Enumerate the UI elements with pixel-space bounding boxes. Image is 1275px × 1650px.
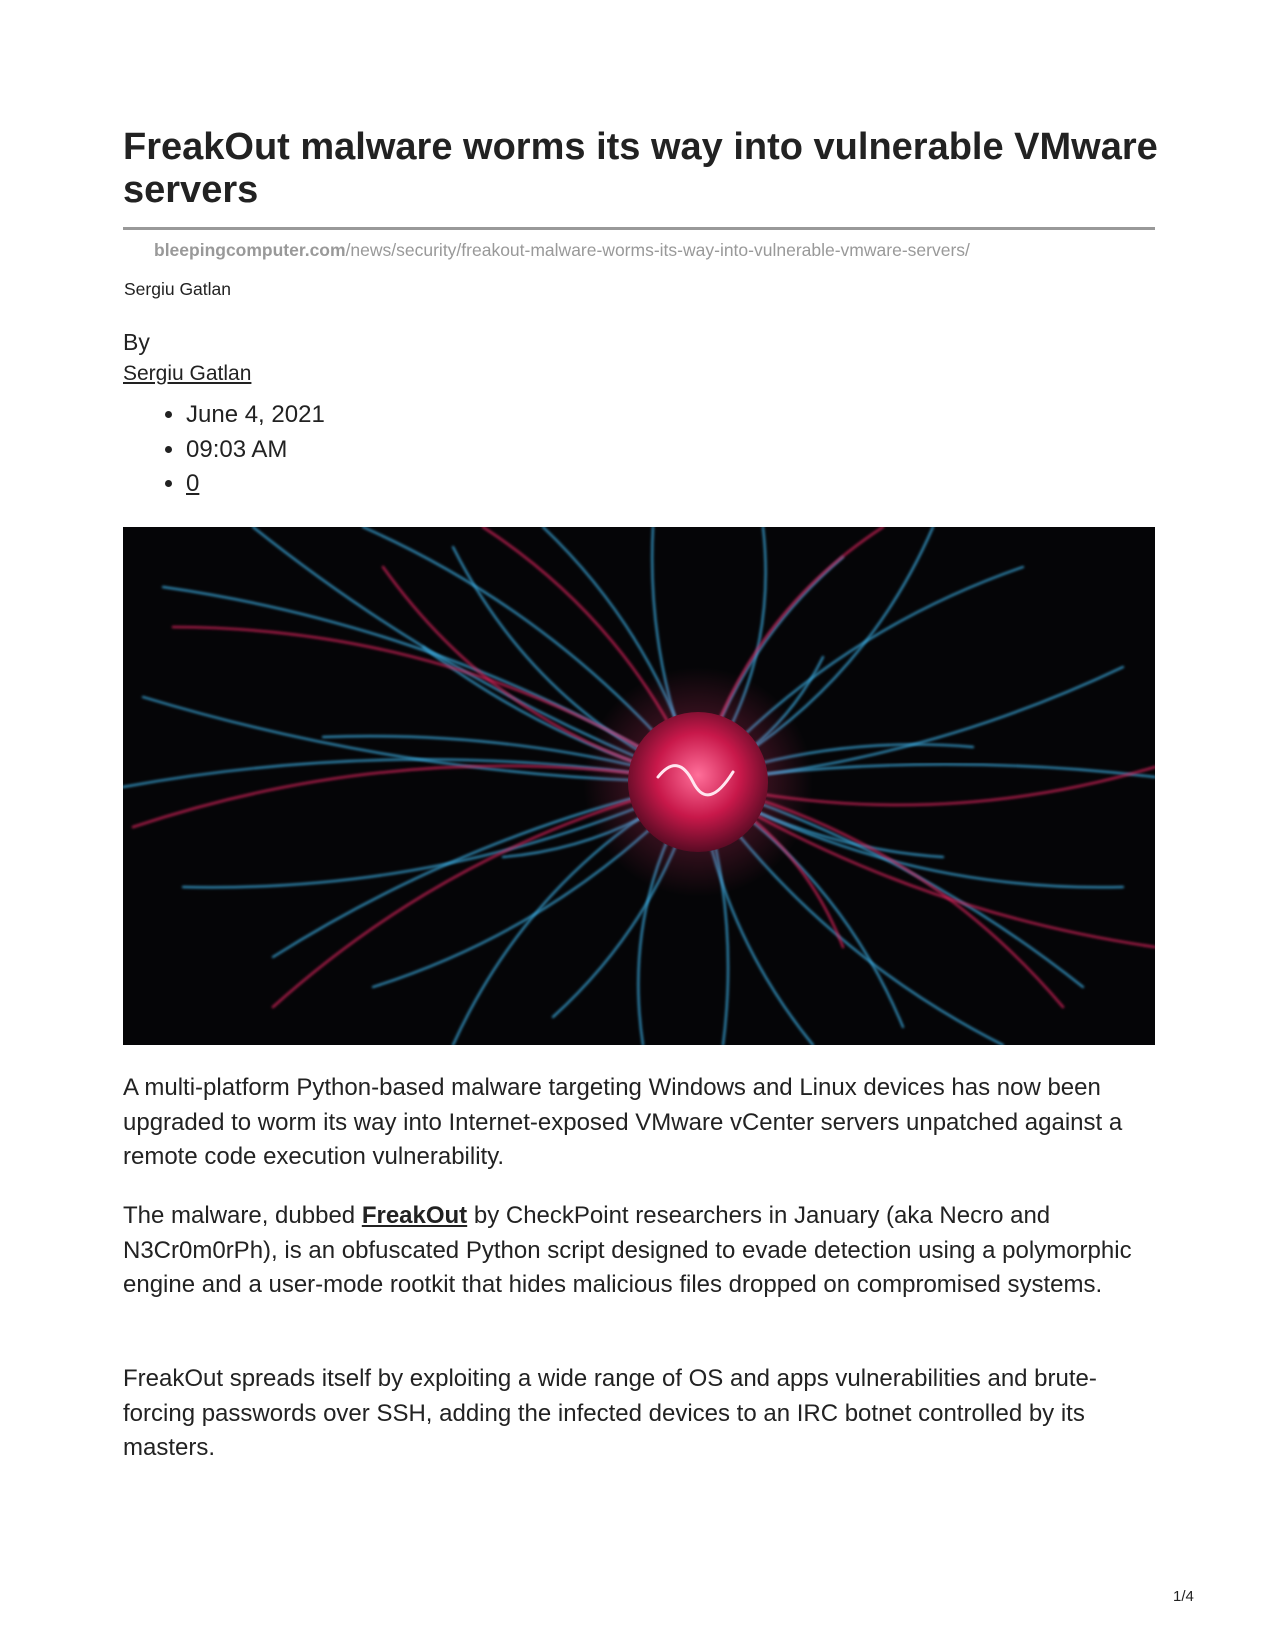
paragraph-2-after: by CheckPoint researchers in January (aka Necro and N3Cr0m0rPh), is an obfuscated Python script designed to evade detection using a polymorphic engine and a user-mode rootkit that hides malicious files dropped on compromised systems.	[123, 1202, 1132, 1298]
paragraph-2	[123, 1199, 1163, 1303]
source-domain: bleepingcomputer.com	[154, 240, 346, 260]
plasma-ball-illustration	[123, 527, 1155, 1045]
comment-count-item	[186, 467, 325, 502]
paragraph-1: A multi-platform Python-based malware targeting Windows and Linux devices has now been upgraded to worm its way into Internet-exposed VMware vCenter servers unpatched against a remote code execution vulnerability.	[123, 1074, 1123, 1170]
page-number: 1/4	[1173, 1588, 1194, 1605]
source-url[interactable]	[154, 240, 970, 261]
author-line: Sergiu Gatlan	[124, 279, 232, 299]
plasma-core	[628, 712, 768, 852]
author-link[interactable]: Sergiu Gatlan	[123, 362, 252, 385]
article-meta-list	[162, 398, 325, 502]
publish-date: • June 4, 2021	[186, 398, 325, 433]
by-label: By	[123, 329, 150, 355]
hero-image	[123, 527, 1155, 1045]
title-divider	[123, 227, 1155, 230]
source-path: /news/security/freakout-malware-worms-its-way-into-vulnerable-vmware-servers/	[345, 240, 970, 260]
comment-count-link[interactable]: 0	[186, 470, 200, 497]
article-title: FreakOut malware worms its way into vulnerable VMware servers	[123, 126, 1158, 211]
publish-time: • 09:03 AM	[186, 433, 325, 468]
freakout-link[interactable]: FreakOut	[361, 1202, 468, 1229]
paragraph-3: FreakOut spreads itself by exploiting a wide range of OS and apps vulnerabilities and brute-forcing passwords over SSH, adding the infected devices to an IRC botnet controlled by its masters.	[123, 1365, 1097, 1461]
paragraph-2-before: The malware, dubbed	[123, 1202, 362, 1229]
